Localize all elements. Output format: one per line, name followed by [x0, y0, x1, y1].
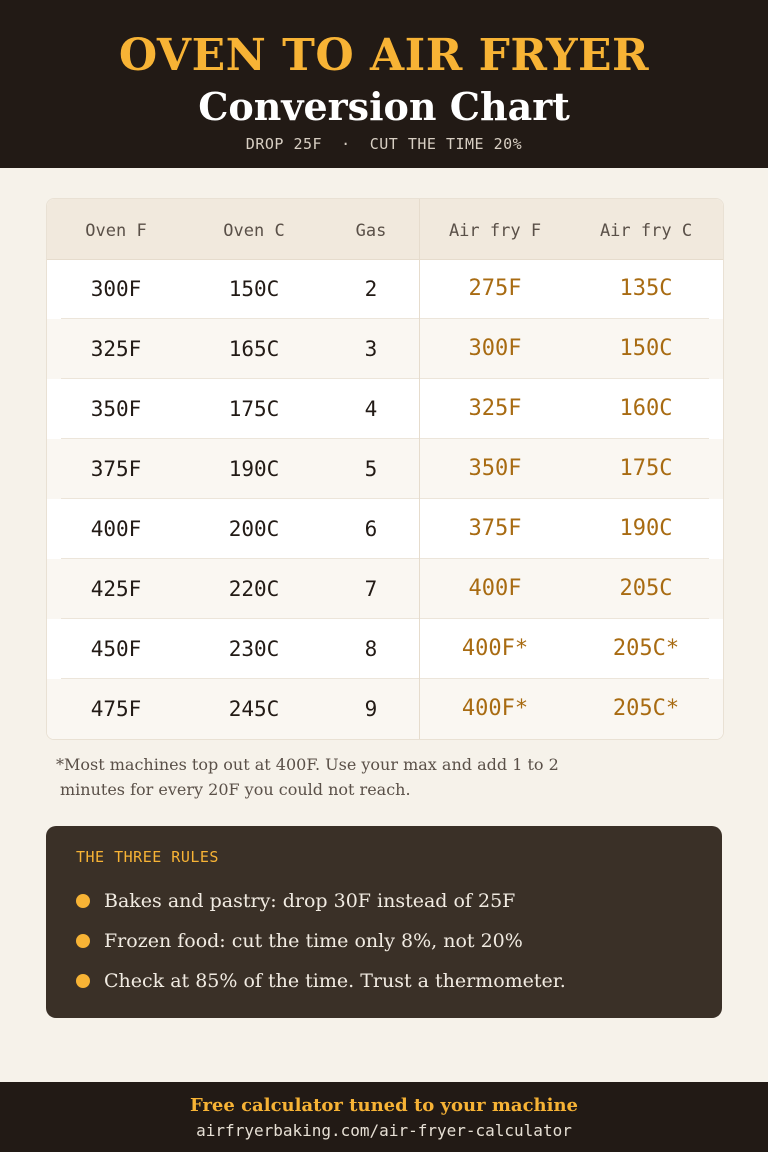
- cell-oven-f: 325F: [90, 337, 142, 361]
- cell-air-fry-c: 205C*: [612, 696, 680, 721]
- cell-oven-f: 350F: [90, 397, 142, 421]
- footnote: [56, 752, 616, 802]
- cell-air-fry-f: 350F: [468, 456, 522, 481]
- column-header-gas: Gas: [355, 221, 387, 241]
- footnote-line-1: *Most machines top out at 400F. Use your max and add 1 to 2: [56, 755, 559, 774]
- cell-oven-c: 190C: [228, 457, 280, 481]
- cell-air-fry-f: 400F: [468, 576, 522, 601]
- bullet-icon: [76, 934, 90, 948]
- bullet-icon: [76, 974, 90, 988]
- cell-gas: 2: [364, 277, 378, 301]
- cell-air-fry-f: 300F: [468, 336, 522, 361]
- table-row: [47, 319, 723, 379]
- rules-title: THE THREE RULES: [76, 848, 219, 866]
- conversion-table: [46, 198, 724, 740]
- rule-item: [76, 886, 716, 916]
- rule-item: [76, 966, 716, 996]
- cell-gas: 3: [364, 337, 378, 361]
- cell-oven-f: 400F: [90, 517, 142, 541]
- cell-oven-c: 200C: [228, 517, 280, 541]
- cell-oven-c: 150C: [228, 277, 280, 301]
- cell-oven-c: 220C: [228, 577, 280, 601]
- cell-oven-f: 450F: [90, 637, 142, 661]
- table-row: [47, 619, 723, 679]
- cell-air-fry-c: 205C*: [612, 636, 680, 661]
- column-header-oven-c: Oven C: [223, 221, 285, 241]
- subtitle: DROP 25F · CUT THE TIME 20%: [245, 135, 523, 153]
- table-row: [47, 379, 723, 439]
- cell-gas: 7: [364, 577, 378, 601]
- oven-airfry-divider: [419, 199, 420, 739]
- cell-gas: 9: [364, 697, 378, 721]
- cell-gas: 6: [364, 517, 378, 541]
- rules-panel: [46, 826, 722, 1018]
- cell-oven-f: 425F: [90, 577, 142, 601]
- title-line-1: OVEN TO AIR FRYER: [118, 30, 650, 81]
- cell-air-fry-c: 205C: [619, 576, 673, 601]
- cell-air-fry-c: 190C: [619, 516, 673, 541]
- cell-air-fry-c: 160C: [619, 396, 673, 421]
- cell-oven-c: 175C: [228, 397, 280, 421]
- table-row: [47, 439, 723, 499]
- cell-gas: 8: [364, 637, 378, 661]
- cell-air-fry-f: 275F: [468, 276, 522, 301]
- rule-text: Check at 85% of the time. Trust a thermometer.: [104, 970, 566, 992]
- cell-oven-f: 375F: [90, 457, 142, 481]
- footer: [0, 1082, 768, 1152]
- title-line-2: Conversion Chart: [198, 84, 570, 129]
- table-row: [47, 499, 723, 559]
- cell-oven-f: 300F: [90, 277, 142, 301]
- header: [0, 0, 768, 168]
- column-header-air-fry-f: Air fry F: [448, 221, 542, 241]
- cell-air-fry-f: 400F*: [461, 636, 529, 661]
- cell-gas: 4: [364, 397, 378, 421]
- bullet-icon: [76, 894, 90, 908]
- cell-air-fry-f: 325F: [468, 396, 522, 421]
- cell-gas: 5: [364, 457, 378, 481]
- footer-url-link[interactable]: airfryerbaking.com/air-fryer-calculator: [196, 1121, 572, 1140]
- cell-oven-c: 245C: [228, 697, 280, 721]
- rule-text: Bakes and pastry: drop 30F instead of 25F: [104, 890, 516, 912]
- cell-air-fry-c: 175C: [619, 456, 673, 481]
- cell-air-fry-f: 400F*: [461, 696, 529, 721]
- footnote-line-2: minutes for every 20F you could not reach.: [60, 780, 411, 799]
- cell-oven-c: 165C: [228, 337, 280, 361]
- cell-air-fry-f: 375F: [468, 516, 522, 541]
- cell-oven-f: 475F: [90, 697, 142, 721]
- table-header: [47, 199, 723, 260]
- column-header-oven-f: Oven F: [85, 221, 147, 241]
- table-row: [47, 559, 723, 619]
- rule-text: Frozen food: cut the time only 8%, not 20%: [104, 930, 523, 952]
- column-header-air-fry-c: Air fry C: [599, 221, 693, 241]
- cell-air-fry-c: 150C: [619, 336, 673, 361]
- cell-oven-c: 230C: [228, 637, 280, 661]
- footer-cta: Free calculator tuned to your machine: [189, 1095, 578, 1116]
- rule-item: [76, 926, 716, 956]
- table-row: [47, 259, 723, 319]
- table-row: [47, 679, 723, 739]
- cell-air-fry-c: 135C: [619, 276, 673, 301]
